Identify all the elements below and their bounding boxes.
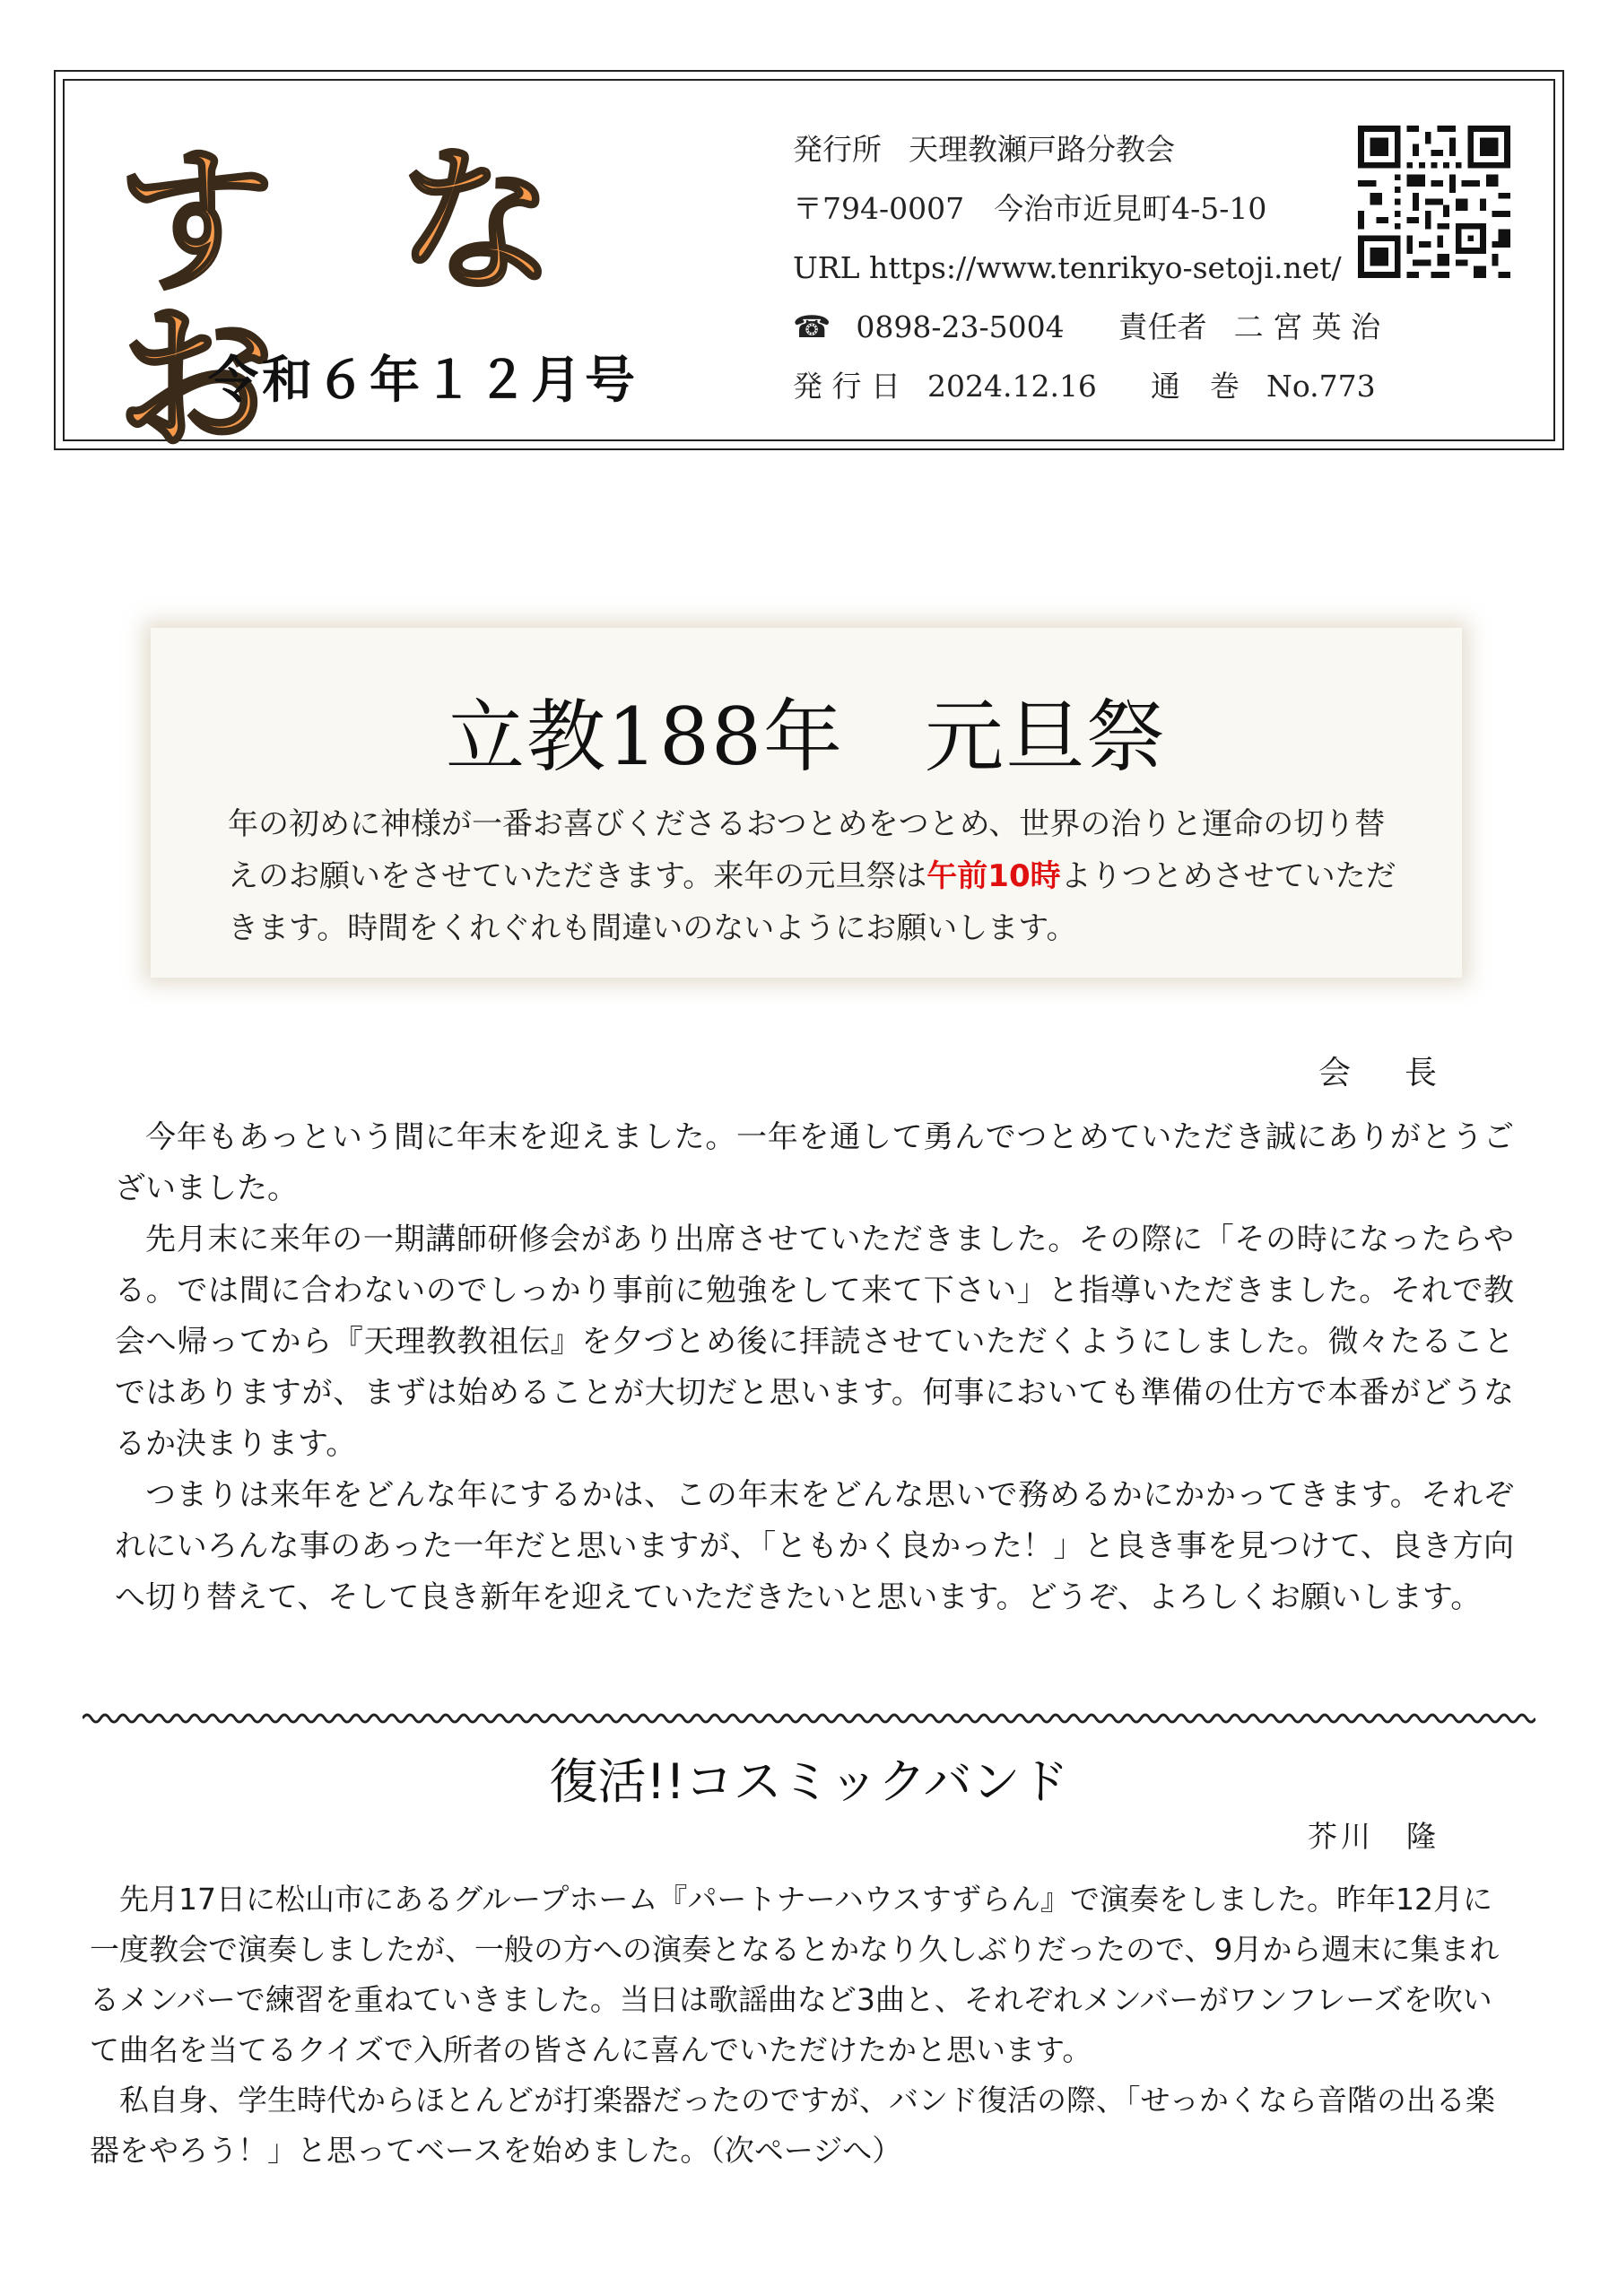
phone-icon: ☎ <box>793 309 831 345</box>
message-paragraph: 先月末に来年の一期講師研修会があり出席させていただきました。その際に「その時になったらやる。では間に合わないのでしっかり事前に勉強をして来て下さい」と指導いただきました。それで教会へ帰ってから『天理教教祖伝』を夕づとめ後に拝読させていただくようにしました。微々たることではありますが、まずは始めることが大切だと思います。何事においても準備の仕方で本番がどうなるか決まります。 <box>115 1222 1514 1462</box>
phone-number: 0898-23-5004 <box>856 309 1065 344</box>
qr-code-icon[interactable] <box>1358 126 1510 278</box>
publisher-row <box>793 120 1380 179</box>
publication-info <box>793 120 1380 416</box>
chairman-message <box>115 1112 1514 1623</box>
notice-text-after: よりつとめさせていただきます。時間をくれぐれも間違いのないようにお願いします。 <box>228 858 1396 946</box>
band-paragraph: 私自身、学生時代からほとんどが打楽器だったのですが、バンド復活の際、「せっかくなら音階の出る楽器をやろう！」と思ってベースを始めました。（次ページへ） <box>90 2083 1495 2168</box>
notice-title: 立教188年 元旦祭 <box>446 691 1167 783</box>
message-author: 会長 <box>1318 1055 1492 1091</box>
editor-label: 責任者 <box>1118 309 1207 344</box>
band-article-author <box>1308 1813 1440 1856</box>
issue-label: 令和６年１２月号 <box>208 352 639 410</box>
notice-time-highlight: 午前10時 <box>926 858 1061 894</box>
contact-row <box>793 298 1380 357</box>
masthead-frame <box>54 70 1564 472</box>
website-url[interactable]: URL https://www.tenrikyo-setoji.net/ <box>793 250 1342 285</box>
volume-number: No.773 <box>1266 369 1376 404</box>
volume-label: 通 巻 <box>1150 369 1240 404</box>
publisher-label: 発行所 <box>793 132 882 167</box>
band-paragraph: 先月17日に松山市にあるグループホーム『パートナーハウスすずらん』で演奏をしました。昨年12月に一度教会で演奏しましたが、一般の方への演奏となるとかなり久しぶりだったので、9月から週末に集まれるメンバーで練習を重ねていきました。当日は歌謡曲など3曲と、それぞれメンバーがワンフレーズを吹いて曲名を当てるクイズで入所者の皆さんに喜んでいただけたかと思います。 <box>90 1882 1500 2067</box>
issue-details-row <box>793 357 1380 416</box>
masthead-inner-frame <box>63 79 1555 472</box>
publisher-name: 天理教瀬戸路分教会 <box>909 132 1175 167</box>
editor-name: 二 宮 英 治 <box>1233 309 1381 344</box>
address: 〒794-0007 今治市近見町4-5-10 <box>793 191 1267 226</box>
issued-label: 発 行 日 <box>793 369 900 404</box>
notice-body <box>228 798 1412 954</box>
url-row <box>793 239 1380 298</box>
author-family-name: 芥川 <box>1308 1819 1374 1854</box>
band-article-body <box>90 1874 1516 2176</box>
address-row <box>793 179 1380 239</box>
new-year-festival-notice <box>151 628 1462 978</box>
wavy-divider <box>83 1709 1535 1727</box>
author-given-name: 隆 <box>1406 1819 1440 1854</box>
band-article-title: 復活!!コスミックバンド <box>549 1753 1069 1810</box>
newsletter-title: す な お <box>117 130 590 472</box>
notice-text-before: 年の初めに神様が一番お喜びくださるおつとめをつとめ、世界の治りと運命の切り替えのお願いをさせていただきます。来年の元旦祭は <box>228 806 1386 894</box>
message-paragraph: 今年もあっという間に年末を迎えました。一年を通して勇んでつとめていただき誠にありがとうございました。 <box>115 1119 1514 1206</box>
message-paragraph: つまりは来年をどんな年にするかは、この年末をどんな思いで務めるかにかかってきます。それぞれにいろんな事のあった一年だと思いますが、「ともかく良かった！」と良き事を見つけて、良き方向へ切り替えて、そして良き新年を迎えていただきたいと思います。どうぞ、よろしくお願いします。 <box>115 1477 1514 1615</box>
issued-date: 2024.12.16 <box>926 369 1097 404</box>
